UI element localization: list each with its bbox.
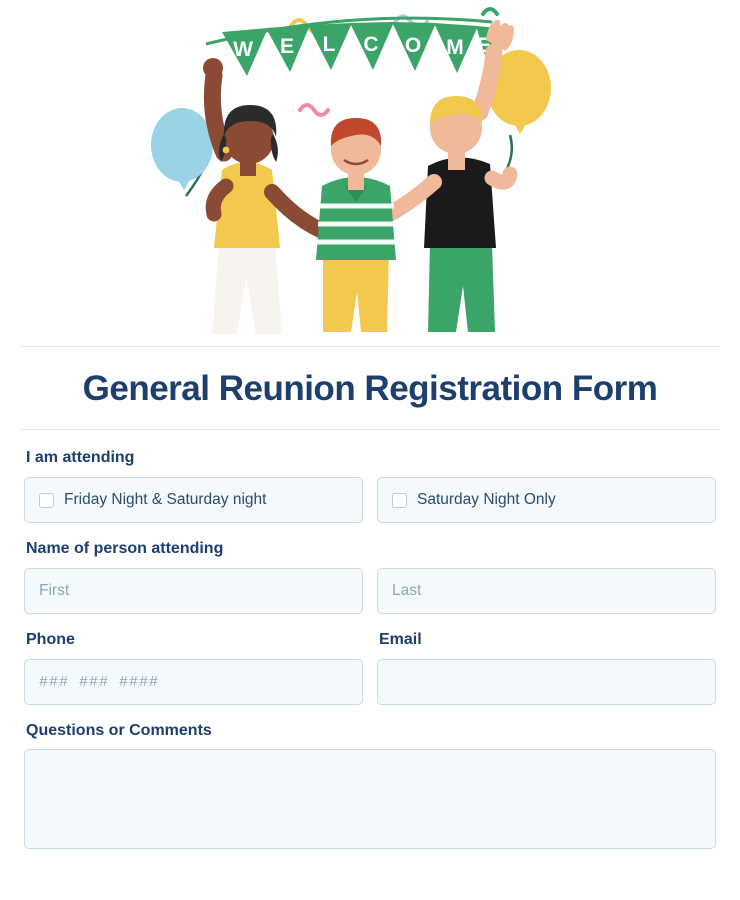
last-name-col (377, 568, 716, 614)
phone-label-col (24, 630, 363, 659)
checkbox-saturday-only[interactable] (377, 477, 716, 523)
svg-text:E: E (476, 34, 492, 57)
page-title: General Reunion Registration Form (82, 369, 658, 408)
email-label: Email (379, 630, 422, 648)
email-col (377, 659, 716, 705)
svg-text:E: E (279, 35, 295, 58)
form-body (0, 430, 740, 854)
phone-label: Phone (26, 630, 75, 648)
checkbox-label: Saturday Night Only (417, 491, 556, 509)
attending-options-row (24, 477, 716, 523)
svg-text:O: O (404, 34, 422, 57)
comments-textarea[interactable] (24, 749, 716, 849)
checkbox-icon[interactable] (392, 493, 407, 508)
checkbox-label: Friday Night & Saturday night (64, 491, 267, 509)
first-name-input[interactable] (24, 568, 363, 614)
email-input[interactable] (377, 659, 716, 705)
first-name-col (24, 568, 363, 614)
phone-input[interactable] (24, 659, 363, 705)
hero-illustration (0, 0, 740, 346)
svg-text:W: W (233, 38, 253, 61)
phone-email-label-row (24, 630, 716, 659)
comments-label: Questions or Comments (26, 721, 212, 739)
svg-text:M: M (446, 36, 464, 59)
email-label-col (377, 630, 716, 659)
attending-label: I am attending (26, 449, 135, 467)
welcome-banner (222, 22, 498, 76)
page-title-container (0, 347, 740, 429)
svg-text:C: C (363, 33, 379, 56)
phone-email-fields-row (24, 659, 716, 705)
checkbox-friday-saturday[interactable] (24, 477, 363, 523)
svg-text:L: L (322, 33, 336, 56)
last-name-input[interactable] (377, 568, 716, 614)
name-label: Name of person attending (26, 540, 224, 558)
checkbox-icon[interactable] (39, 493, 54, 508)
name-fields-row (24, 568, 716, 614)
phone-col (24, 659, 363, 705)
welcome-scene-svg (0, 0, 740, 346)
